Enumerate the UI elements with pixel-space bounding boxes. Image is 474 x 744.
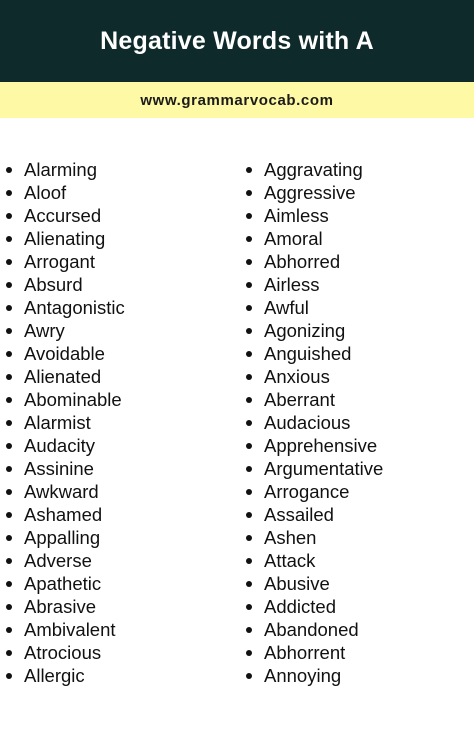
bullet-icon — [246, 650, 252, 656]
bullet-icon — [246, 282, 252, 288]
list-item — [6, 434, 125, 457]
list-item — [6, 181, 125, 204]
list-item-text: Accursed — [24, 205, 102, 226]
bullet-icon — [6, 512, 12, 518]
list-item — [6, 319, 125, 342]
list-item — [246, 434, 383, 457]
list-item-text: Awry — [24, 320, 65, 341]
list-item-text: Abhorred — [264, 251, 341, 272]
bullet-icon — [246, 305, 252, 311]
bullet-icon — [246, 604, 252, 610]
list-item-text: Attack — [264, 550, 316, 571]
list-item — [246, 319, 383, 342]
list-item-text: Abusive — [264, 573, 330, 594]
bullet-icon — [6, 351, 12, 357]
list-item — [246, 480, 383, 503]
bullet-icon — [246, 374, 252, 380]
bullet-icon — [6, 489, 12, 495]
list-item — [246, 572, 383, 595]
bullet-icon — [246, 489, 252, 495]
list-item — [6, 595, 125, 618]
list-item — [6, 526, 125, 549]
list-item — [6, 204, 125, 227]
list-item-text: Assailed — [264, 504, 334, 525]
bullet-icon — [6, 443, 12, 449]
list-item-text: Anguished — [264, 343, 352, 364]
bullet-icon — [246, 627, 252, 633]
list-item-text: Allergic — [24, 665, 85, 686]
list-item-text: Aimless — [264, 205, 329, 226]
list-item-text: Alienated — [24, 366, 102, 387]
list-item-text: Arrogant — [24, 251, 95, 272]
list-item — [246, 181, 383, 204]
bullet-icon — [6, 190, 12, 196]
list-item — [246, 549, 383, 572]
list-item-text: Argumentative — [264, 458, 384, 479]
list-item — [246, 342, 383, 365]
bullet-icon — [246, 558, 252, 564]
bullet-icon — [246, 420, 252, 426]
list-item-text: Antagonistic — [24, 297, 125, 318]
list-item-text: Absurd — [24, 274, 83, 295]
list-item — [6, 664, 125, 687]
header-bar — [0, 0, 474, 82]
list-item-text: Abhorrent — [264, 642, 346, 663]
bullet-icon — [6, 167, 12, 173]
bullet-icon — [246, 581, 252, 587]
list-item — [6, 227, 125, 250]
list-item — [6, 250, 125, 273]
bullet-icon — [246, 351, 252, 357]
list-item — [6, 641, 125, 664]
bullet-icon — [6, 627, 12, 633]
list-item-text: Audacious — [264, 412, 351, 433]
bullet-icon — [246, 673, 252, 679]
bullet-icon — [6, 604, 12, 610]
list-item — [246, 595, 383, 618]
list-item-text: Apathetic — [24, 573, 102, 594]
list-item-text: Awful — [264, 297, 309, 318]
list-item-text: Ashen — [264, 527, 317, 548]
list-item — [6, 480, 125, 503]
bullet-icon — [6, 558, 12, 564]
list-item-text: Apprehensive — [264, 435, 378, 456]
bullet-icon — [6, 282, 12, 288]
list-item-text: Ashamed — [24, 504, 103, 525]
list-item-text: Airless — [264, 274, 320, 295]
list-item — [6, 273, 125, 296]
list-item-text: Avoidable — [24, 343, 105, 364]
list-item — [246, 664, 383, 687]
list-item — [246, 503, 383, 526]
bullet-icon — [246, 167, 252, 173]
word-lists — [0, 118, 474, 744]
list-item-text: Abandoned — [264, 619, 359, 640]
bullet-icon — [246, 259, 252, 265]
list-item — [246, 296, 383, 319]
bullet-icon — [6, 650, 12, 656]
bullet-icon — [6, 305, 12, 311]
bullet-icon — [246, 466, 252, 472]
list-item — [246, 388, 383, 411]
list-item-text: Abominable — [24, 389, 122, 410]
list-item — [6, 296, 125, 319]
list-item — [6, 158, 125, 181]
list-item-text: Adverse — [24, 550, 92, 571]
bullet-icon — [6, 673, 12, 679]
list-item — [6, 572, 125, 595]
list-item-text: Alarming — [24, 159, 97, 180]
list-item-text: Alienating — [24, 228, 106, 249]
bullet-icon — [6, 328, 12, 334]
bullet-icon — [6, 374, 12, 380]
list-item-text: Audacity — [24, 435, 95, 456]
list-item — [246, 250, 383, 273]
page-title: Negative Words with A — [100, 26, 374, 55]
list-item-text: Aggressive — [264, 182, 356, 203]
bullet-icon — [246, 190, 252, 196]
list-item — [6, 365, 125, 388]
list-item — [246, 365, 383, 388]
list-item-text: Assinine — [24, 458, 94, 479]
list-item-text: Arrogance — [264, 481, 350, 502]
bullet-icon — [6, 466, 12, 472]
list-item-text: Addicted — [264, 596, 336, 617]
bullet-icon — [6, 420, 12, 426]
list-item-text: Abrasive — [24, 596, 96, 617]
list-item-text: Amoral — [264, 228, 323, 249]
list-item-text: Atrocious — [24, 642, 102, 663]
list-item — [6, 411, 125, 434]
word-list-left — [6, 158, 125, 687]
list-item — [246, 158, 383, 181]
bullet-icon — [246, 535, 252, 541]
list-item-text: Alarmist — [24, 412, 91, 433]
list-item — [246, 526, 383, 549]
list-item-text: Aloof — [24, 182, 67, 203]
list-item — [246, 457, 383, 480]
list-item — [6, 618, 125, 641]
list-item-text: Agonizing — [264, 320, 346, 341]
bullet-icon — [246, 443, 252, 449]
bullet-icon — [246, 397, 252, 403]
list-item-text: Aberrant — [264, 389, 335, 410]
list-item — [6, 549, 125, 572]
bullet-icon — [246, 236, 252, 242]
list-item — [6, 503, 125, 526]
list-item-text: Annoying — [264, 665, 342, 686]
bullet-icon — [6, 581, 12, 587]
list-item-text: Appalling — [24, 527, 101, 548]
list-item-text: Aggravating — [264, 159, 363, 180]
list-item — [246, 227, 383, 250]
website-url: www.grammarvocab.com — [140, 91, 334, 109]
bullet-icon — [246, 213, 252, 219]
bullet-icon — [6, 213, 12, 219]
list-item — [246, 641, 383, 664]
list-item — [246, 204, 383, 227]
list-item-text: Ambivalent — [24, 619, 116, 640]
bullet-icon — [246, 328, 252, 334]
list-item — [246, 411, 383, 434]
bullet-icon — [6, 236, 12, 242]
bullet-icon — [246, 512, 252, 518]
list-item — [6, 457, 125, 480]
bullet-icon — [6, 259, 12, 265]
list-item-text: Awkward — [24, 481, 99, 502]
list-item — [246, 273, 383, 296]
website-banner — [0, 82, 474, 118]
bullet-icon — [6, 535, 12, 541]
word-list-right — [246, 158, 383, 687]
list-item — [6, 342, 125, 365]
list-item — [246, 618, 383, 641]
list-item-text: Anxious — [264, 366, 330, 387]
bullet-icon — [6, 397, 12, 403]
list-item — [6, 388, 125, 411]
